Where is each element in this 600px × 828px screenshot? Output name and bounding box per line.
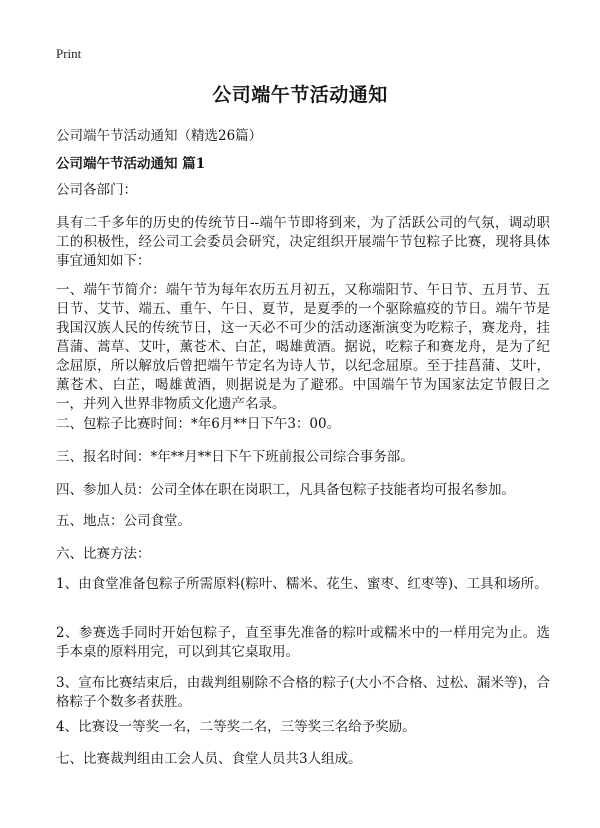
document-subtitle: 公司端午节活动通知（精选26篇）	[56, 128, 263, 144]
paragraph-participants: 四、参加人员：公司全体在职在岗职工，凡具备包粽子技能者均可报名参加。	[56, 482, 515, 498]
paragraph-method: 六、比赛方法：	[56, 546, 151, 562]
paragraph-rule-3: 3、宣布比赛结束后，由裁判组剔除不合格的粽子(大小不合格、过松、漏米等)，合格粽子个数多者获胜。	[56, 675, 550, 710]
paragraph-introduction: 一、端午节简介：端午节为每年农历五月初五，又称端阳节、午日节、五月节、五日节、艾节、端五、重午、午日、夏节，是夏季的一个驱除瘟疫的节日。端午节是我国汉族人民的传统节日，这一天必不可少的活动逐渐演变为吃粽子，赛龙舟，挂菖蒲、蒿草、艾叶，薰苍术、白芷，喝雄黄酒。据说，吃粽子和赛龙舟，是为了纪念屈原，所以解放后曾把端午节定名为诗人节，以纪念屈原。至于挂菖蒲、艾叶，薰苍术、白芷，喝雄黄酒，则据说是为了避邪。中国端午节为国家法定节假日之一，并列入世界非物质文化遗产名录。	[56, 282, 550, 412]
paragraph-intro: 具有二千多年的历史的传统节日--端午节即将到来，为了活跃公司的气氛，调动职工的积极性，经公司工会委员会研究，决定组织开展端午节包粽子比赛，现将具体事宜通知如下：	[56, 215, 550, 269]
paragraph-registration: 三、报名时间：*年**月**日下午下班前报公司综合事务部。	[56, 449, 414, 465]
greeting: 公司各部门：	[56, 182, 137, 198]
print-link[interactable]: Print	[56, 46, 82, 61]
paragraph-rule-1: 1、由食堂准备包粽子所需原料(粽叶、糯米、花生、蜜枣、红枣等)、工具和场所。	[56, 576, 548, 592]
paragraph-location: 五、地点：公司食堂。	[56, 513, 191, 529]
section-heading: 公司端午节活动通知 篇1	[56, 156, 206, 172]
paragraph-rule-2: 2、参赛选手同时开始包粽子，直至事先准备的粽叶或糯米中的一样用完为止。选手本桌的原料用完，可以到其它桌取用。	[56, 625, 550, 660]
paragraph-rule-4: 4、比赛设一等奖一名，二等奖二名，三等奖三名给予奖励。	[56, 719, 416, 735]
document-title: 公司端午节活动通知	[212, 84, 388, 106]
paragraph-time: 二、包粽子比赛时间：*年6月**日下午3：00。	[56, 416, 341, 432]
paragraph-judges: 七、比赛裁判组由工会人员、食堂人员共3人组成。	[56, 751, 362, 767]
